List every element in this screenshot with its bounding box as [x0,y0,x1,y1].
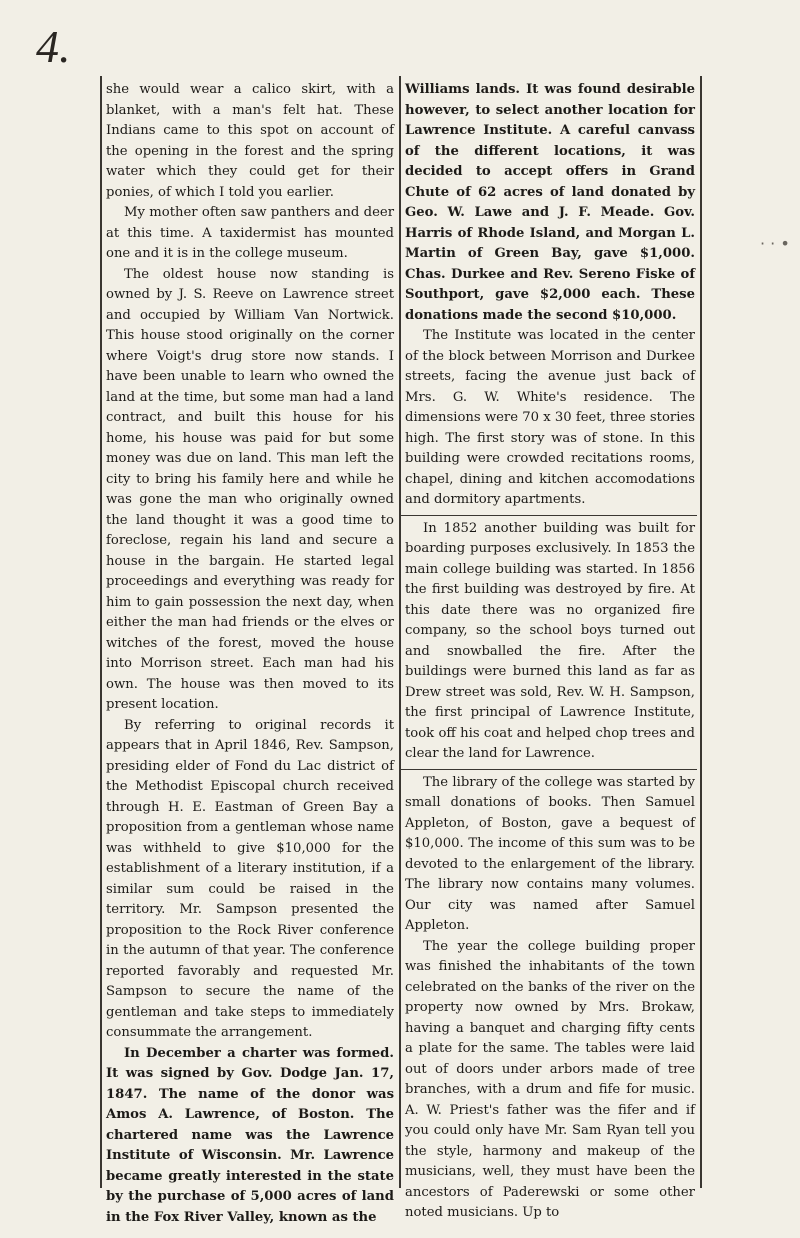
paragraph: The year the college building proper was finished the inhabitants of the town celebrated on the banks of the river on the property now owned by Mrs. Brokaw, having a banquet and charging fifty cents a plate for the same. The tables were laid out of doors under arbors made of tree branches, with a drum and fife for music. A. W. Priest's father was the fifer and if you could only have Mr. Sam Ryan tell you the style, harmony and makeup of the musicians, well, they must have been the ancestors of Paderewski or some other noted musicians. Up to [405,938,695,1220]
left-column [106,80,394,1228]
column-rule-right [700,76,702,1188]
paragraph-divider [401,769,697,770]
column-rule-middle [399,76,401,1188]
paragraph: In December a charter was formed. It was signed by Gov. Dodge Jan. 17, 1847. The name of the donor was Amos A. Lawrence, of Boston. The chartered name was the Lawrence Institute of Wisconsin. Mr. Lawrence became greatly interested in the state by the purchase of 5,000 acres of land in the Fox River Valley, known as the [106,1045,394,1225]
paragraph: Williams lands. It was found desirable however, to select another location for Lawrence Institute. A careful canvass of the different locations, it was decided to accept offers in Grand Chute of 62 acres of land donated by Geo. W. Lawe and J. F. Meade. Gov. Harris of Rhode Island, and Morgan L. Martin of Green Bay, gave $1,000. Chas. Durkee and Rev. Sereno Fiske of Southport, gave $2,000 each. These donations made the second $10,000. [405,82,695,323]
margin-mark: · · • [760,234,790,253]
paragraph: The oldest house now standing is owned by J. S. Reeve on Lawrence street and occupied by William Van Nortwick. This house stood originally on the corner where Voigt's drug store now stands. I have been unable to learn who owned the land at the time, but some man had a land contract, and built this house for his home, his house was paid for but some money was due on land. This man left the city to bring his family here and while he was gone the man who originally owned the land thought it was a good time to foreclose, regain his land and secure a house in the bargain. He started legal proceedings and everything was ready for him to gain possession the next day, when either the man had friends or the elves or witches of the forest, moved the house into Morrison street. Each man had his own. The house was then moved to its present location. [106,266,394,712]
paragraph: My mother often saw panthers and deer at this time. A taxidermist has mounted one and it is in the college museum. [106,205,394,261]
paragraph: In 1852 another building was built for boarding purposes exclusively. In 1853 the main college building was started. In 1856 the first building was destroyed by fire. At this date there was no organized fire company, so the school boys turned out and snowballed the fire. After the buildings were burned this land as far as Drew street was sold, Rev. W. H. Sampson, the first principal of Lawrence Institute, took off his coat and helped chop trees and clear the land for Lawrence. [405,520,695,761]
column-rule-left [100,76,102,1188]
page-number: 4. [36,21,71,72]
paragraph: The Institute was located in the center of the block between Morrison and Durkee streets, facing the avenue just back of Mrs. G. W. White's residence. The dimensions were 70 x 30 feet, three stories high. The first story was of stone. In this building were crowded recitations rooms, chapel, dining and kitchen accomodations and dormitory apartments. [405,328,695,507]
paragraph-divider [401,515,697,516]
paragraph: she would wear a calico skirt, with a blanket, with a man's felt hat. These Indians came to this spot on account of the opening in the forest and the spring water which they could get for their ponies, of which I told you earlier. [106,82,394,200]
paragraph: The library of the college was started by small donations of books. Then Samuel Appleton, of Boston, gave a bequest of $10,000. The income of this sum was to be devoted to the enlargement of the library. The library now contains many volumes. Our city was named after Samuel Appleton. [405,774,695,933]
paragraph: By referring to original records it appears that in April 1846, Rev. Sampson, presiding elder of Fond du Lac district of the Methodist Episcopal church received through H. E. Eastman of Green Bay a proposition from a gentleman whose name was withheld to give $10,000 for the establishment of a literary institution, if a similar sum could be raised in the territory. Mr. Sampson presented the proposition to the Rock River conference in the autumn of that year. The conference reported favorably and requested Mr. Sampson to secure the name of the gentleman and take steps to immediately consummate the arrangement. [106,717,394,1040]
right-column [405,80,695,1224]
